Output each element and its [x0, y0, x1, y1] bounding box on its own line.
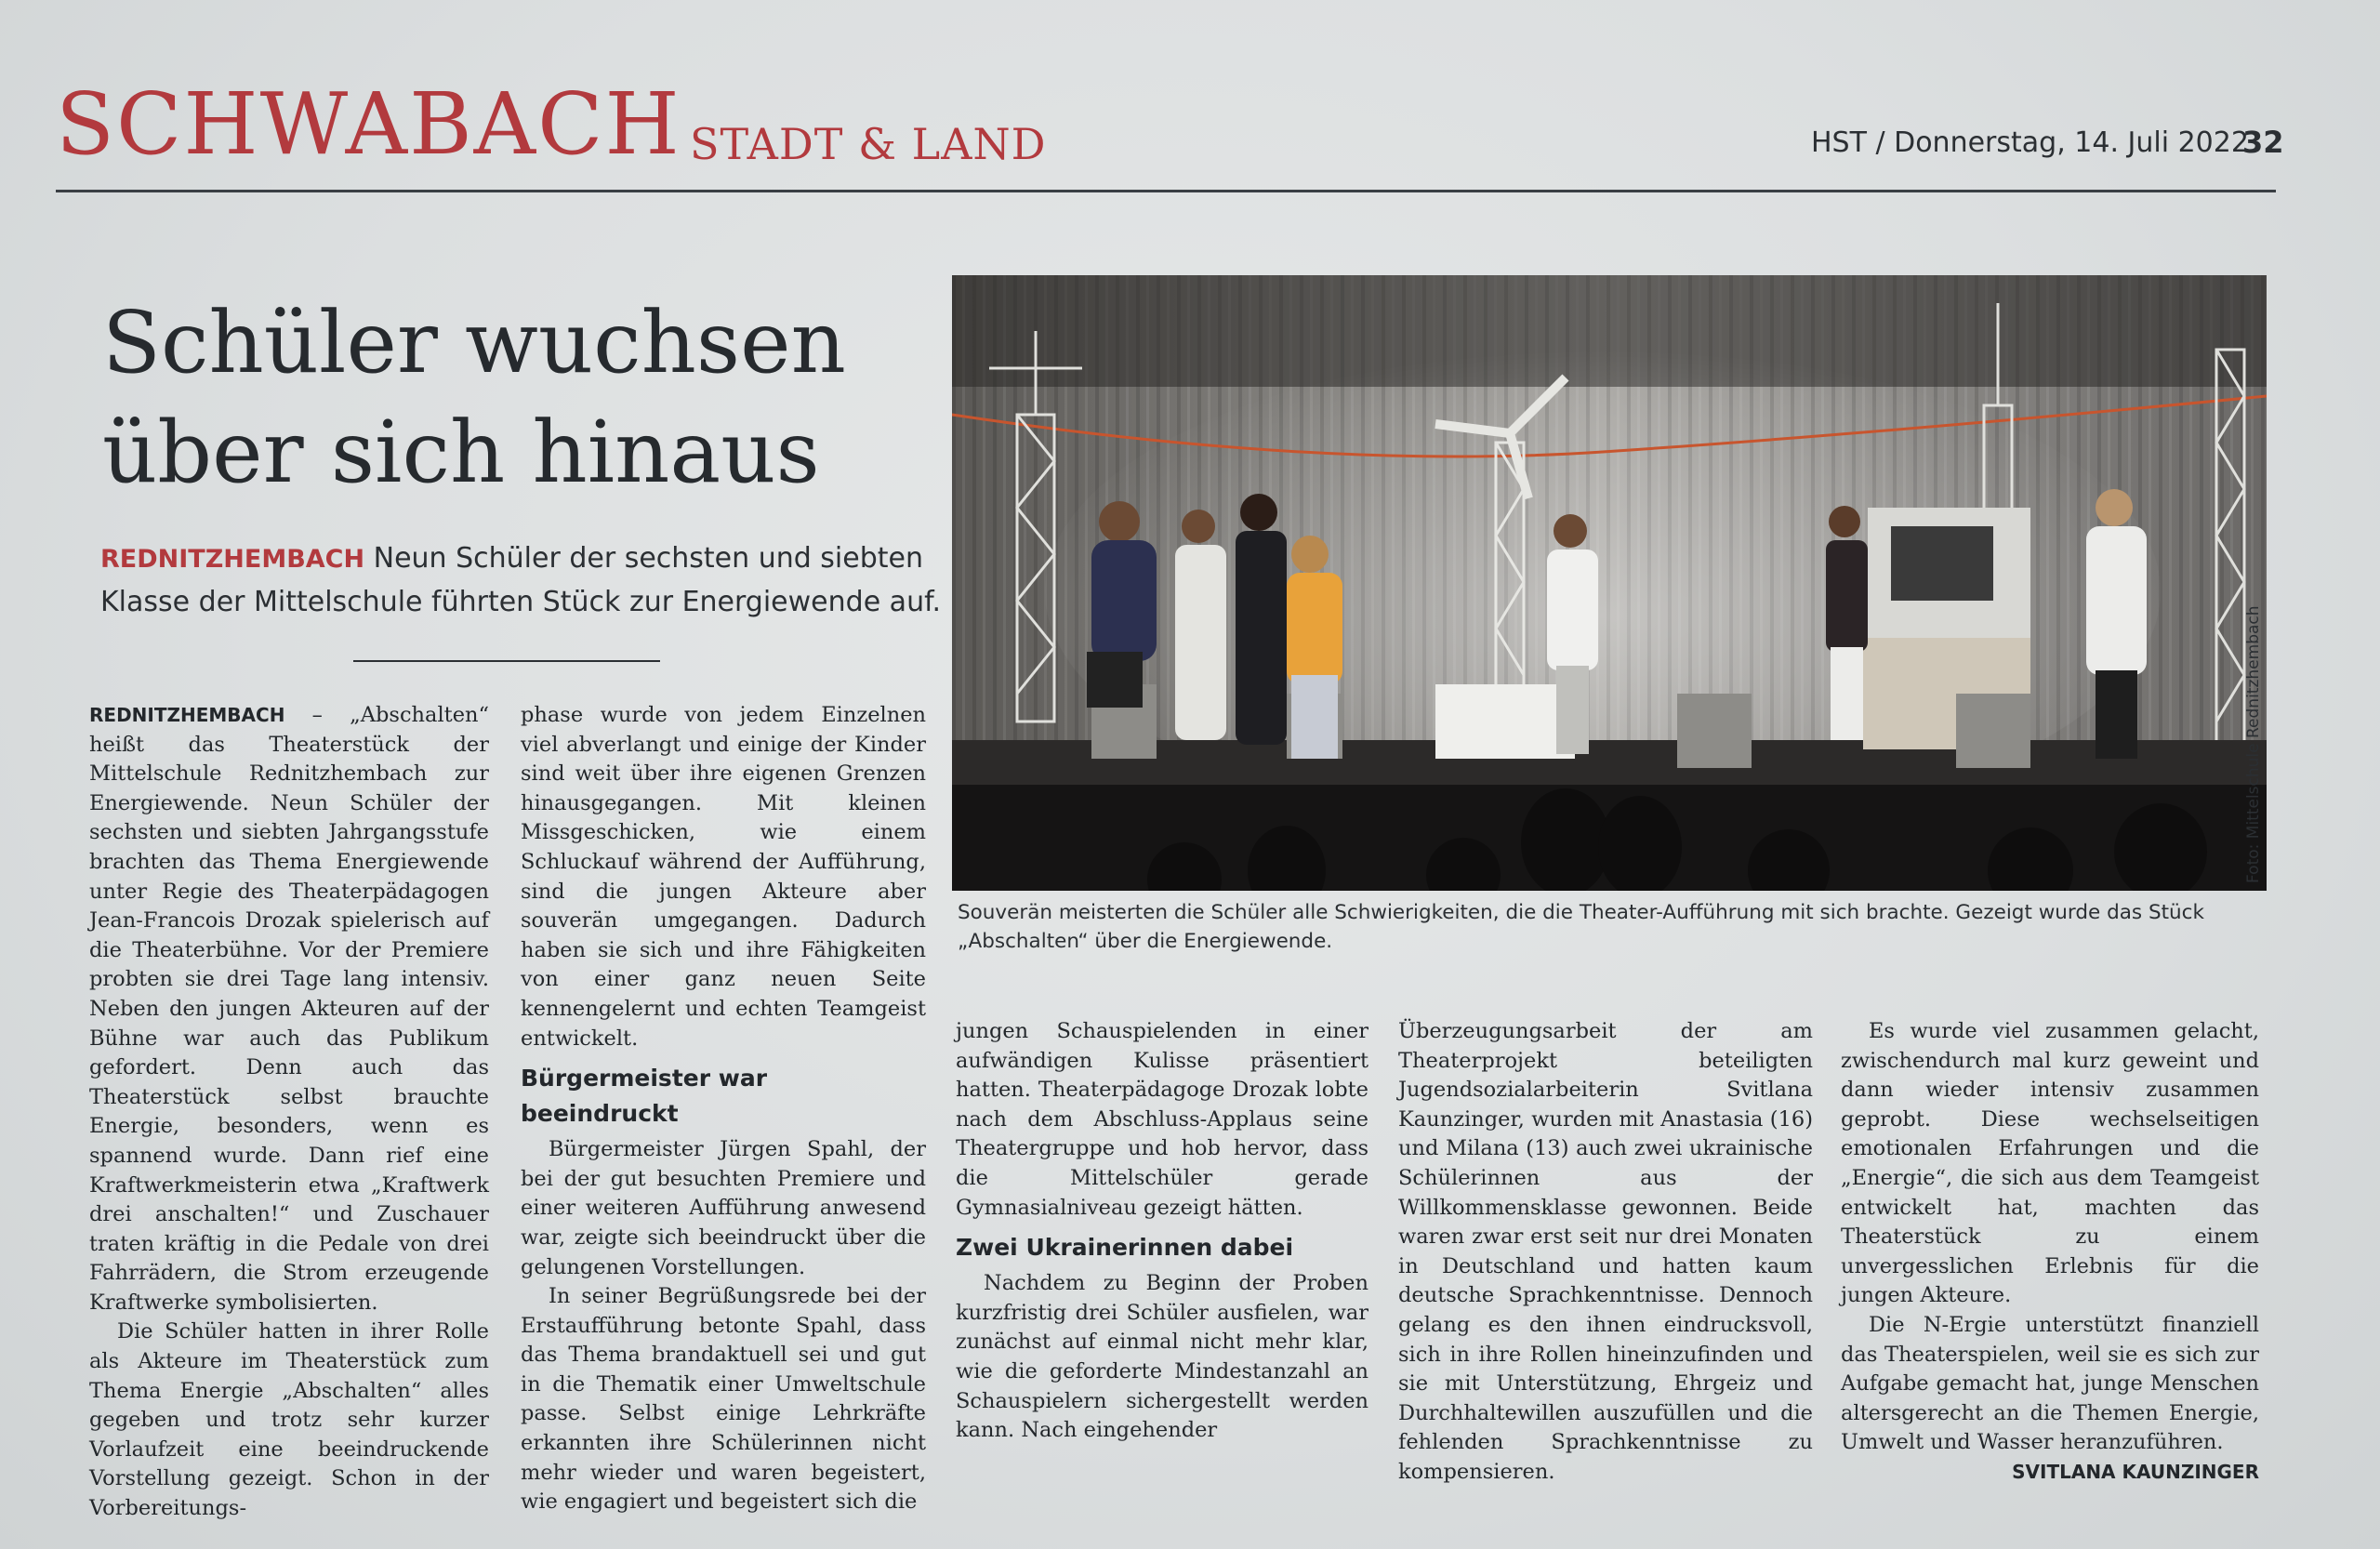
photo-credit: Foto: Mittelschule Rednitzhembach — [2244, 605, 2263, 883]
masthead-subtitle: STADT & LAND — [690, 119, 1047, 169]
white-crate — [1435, 684, 1575, 759]
paragraph: jungen Schauspielenden in einer aufwändigen Kulisse präsentiert hatten. Theaterpädagoge Drozak lobte nach dem Abschluss-Applaus seine Theatergruppe und hob hervor, dass die Mittelschüler gerade Gymnasialniveau gezeigt hätten. — [956, 1019, 1368, 1220]
headline-line-2: über sich hinaus — [102, 403, 820, 502]
masthead-title: SCHWABACH — [56, 74, 681, 174]
issue-date: HST / Donnerstag, 14. Juli 2022 — [1811, 126, 2249, 159]
text-column-1 — [89, 701, 489, 1524]
headline-line-1: Schüler wuchsen — [102, 293, 846, 392]
author-byline: SVITLANA KAUNZINGER — [2012, 1460, 2259, 1483]
dek-text: Neun Schüler der sechsten und siebten Klasse der Mittelschule führten Stück zur Energiewende auf. — [100, 542, 941, 618]
paragraph: Die Schüler hatten in ihrer Rolle als Akteure im Theaterstück zum Thema Energie „Abschalten“ alles gegeben und trotz sehr kurzer Vorlaufzeit eine beeindruckende Vorstellung gezeigt. Schon in der Vorbereitungs- — [89, 1319, 489, 1521]
dek — [100, 537, 974, 624]
dateline: REDNITZHEMBACH — [89, 704, 285, 726]
paragraph: phase wurde von jedem Einzelnen viel abverlangt und einige der Kinder sind weit über ihre eigenen Grenzen hinausgegangen. Mit kleinen Missgeschicken, wie einem Schluckauf während der Aufführung, sind die jungen Akteure aber souverän umgegangen. Dadurch haben sie sich und ihre Fähigkeiten von einer ganz neuen Seite kennengelernt und echten Teamgeist entwickelt. — [521, 703, 926, 1051]
paragraph: In seiner Begrüßungsrede bei der Erstaufführung betonte Spahl, dass das Thema brandaktuell sei und gut in die Thematik einer Umweltschule passe. Selbst einige Lehrkräfte erkannten ihre Schülerinnen nicht mehr wieder und waren begeistert, wie engagiert und begeistert sich die — [521, 1284, 926, 1515]
dek-place: REDNITZHEMBACH — [100, 545, 365, 574]
dek-rule — [353, 660, 660, 662]
page-number: 32 — [2242, 125, 2284, 160]
headline — [102, 288, 939, 508]
text-column-5 — [1841, 1017, 2259, 1488]
paragraph: Bürgermeister Jürgen Spahl, der bei der gut besuchten Premiere und einer weiteren Aufführung anwesend war, zeigte sich beeindruckt über die gelungenen Vorstellungen. — [521, 1137, 926, 1279]
subheading-buergermeister: Bürgermeister war beeindruckt — [521, 1065, 768, 1128]
paragraph: Die N-Ergie unterstützt finanziell das Theaterspielen, weil sie es sich zur Aufgabe gemacht hat, junge Menschen altersgerecht an die Themen Energie, Umwelt und Wasser heranzuführen. — [1841, 1312, 2259, 1455]
milk-can — [1677, 694, 1752, 768]
paragraph: – „Abschalten“ heißt das Theaterstück der Mittelschule Rednitzhembach zur Energiewende. Neun Schüler der sechsten und siebten Jahrgangsstufe brachten das Thema Energiewende unter Regie des Theaterpädagogen Jean-Francois Drozak spielerisch auf die Theaterbühne. Vor der Premiere probten sie drei Tage lang intensiv. Neben den jungen Akteuren auf der Bühne war auch das Publikum gefordert. Denn auch das Theaterstück selbst brauchte Energie, besonders, wenn es spannend wurde. Dann rief eine Kraftwerkmeisterin etwa „Kraftwerk drei anschalten!“ und Zuschauer traten kräftig in die Pedale von drei Fahrrädern, die Strom erzeugende Kraftwerke symbolisierten. — [89, 703, 489, 1315]
stage-illustration — [952, 275, 2267, 891]
stage-photo — [952, 275, 2267, 891]
text-column-2 — [521, 701, 926, 1517]
masthead-rule — [56, 190, 2276, 192]
text-column-4 — [1398, 1017, 1813, 1488]
paragraph: Überzeugungsarbeit der am Theaterprojekt beteiligten Jugendsozialarbeiterin Svitlana Kaunzinger, wurden mit Anastasia (16) und Milana (13) auch zwei ukrainische Schülerinnen aus der Willkommensklasse gewonnen. Beide waren zwar erst seit nur drei Monaten in Deutschland und hatten kaum deutsche Sprachkenntnisse. Dennoch gelang es den ihnen eindrucksvoll, sich in ihre Rollen hineinzufinden und sie mit Unterstützung, Ehrgeiz und Durchhaltewillen auszufüllen und die fehlenden Sprachkenntnisse zu kompensieren. — [1398, 1019, 1813, 1484]
paragraph: Es wurde viel zusammen gelacht, zwischendurch mal kurz geweint und dann wieder intensiv zusammen geprobt. Diese wechselseitigen emotionalen Erfahrungen und die „Energie“, die sich aus dem Teamgeist entwickelt hat, machten das Theaterstück zu einem unvergesslichen Erlebnis für die jungen Akteure. — [1841, 1019, 2259, 1308]
text-column-3 — [956, 1017, 1368, 1446]
subheading-ukrainerinnen: Zwei Ukrainerinnen dabei — [956, 1234, 1294, 1262]
paragraph: Nachdem zu Beginn der Proben kurzfristig drei Schüler ausfielen, war zunächst auf einmal nicht mehr klar, wie die geforderte Mindestanzahl an Schauspielern sichergestellt werden kann. Nach eingehender — [956, 1271, 1368, 1443]
photo-caption: Souverän meisterten die Schüler alle Schwierigkeiten, die die Theater-Aufführung mit sich brachte. Gezeigt wurde das Stück „Abschalten“ über die Energiewende. — [958, 901, 2204, 953]
